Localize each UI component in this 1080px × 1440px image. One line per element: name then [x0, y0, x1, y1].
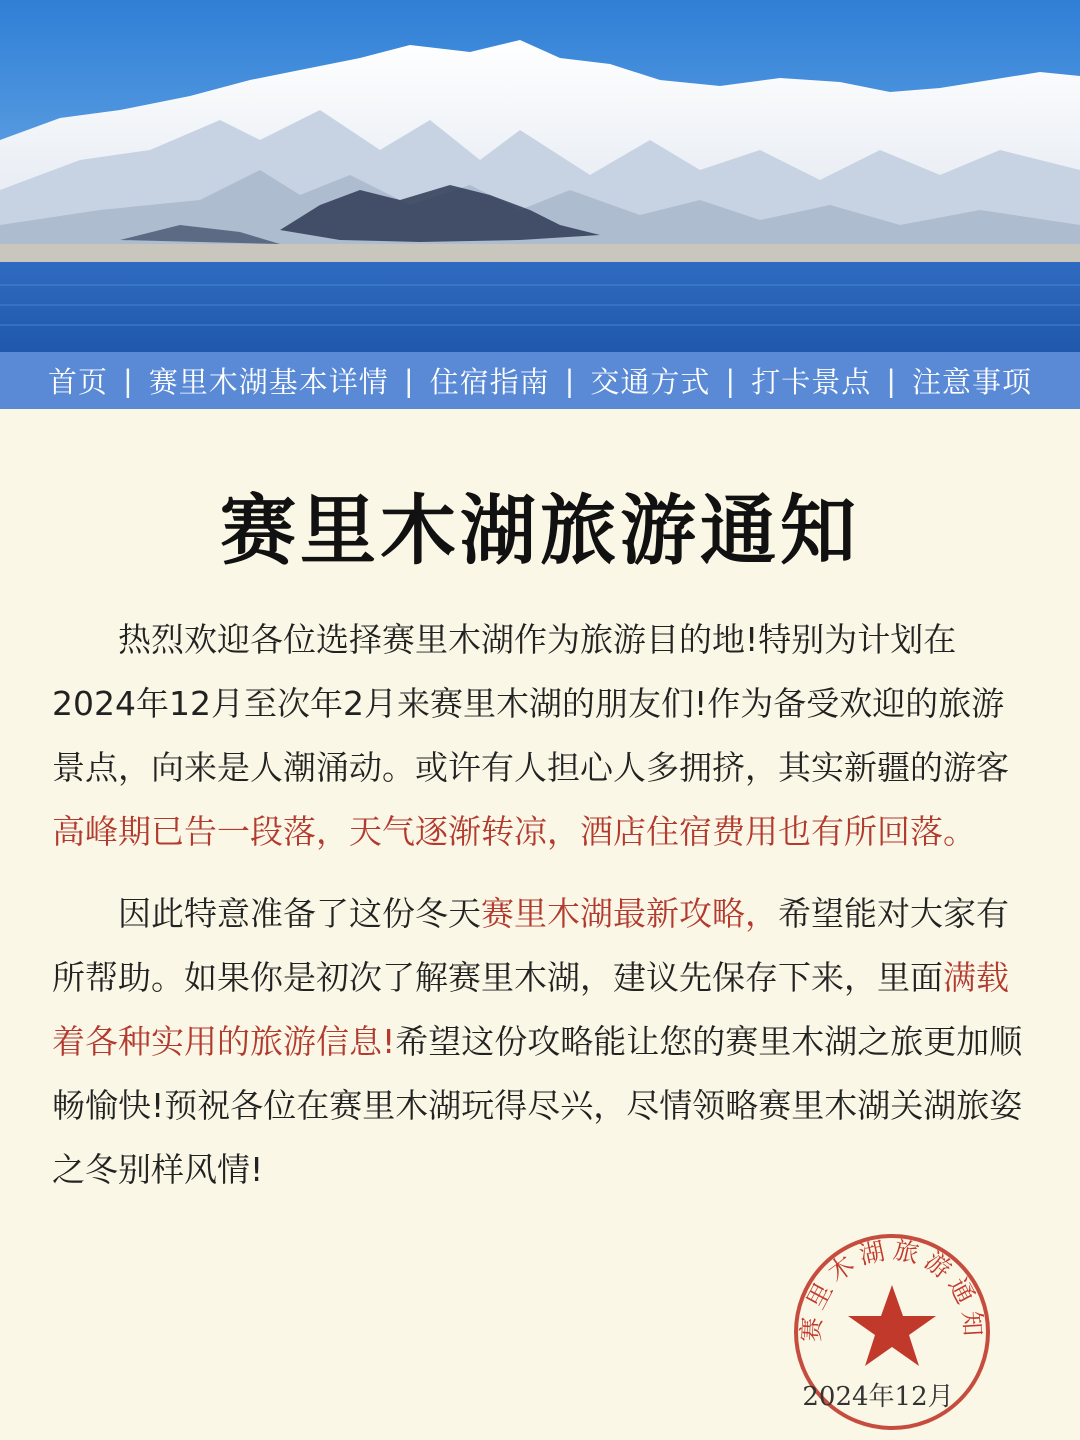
- mountain-lake-image: [0, 0, 1080, 352]
- seal-stamp: [790, 1230, 995, 1435]
- highlight-text: 高峰期已告一段落，天气逐渐转凉，酒店住宿费用也有所回落。: [52, 812, 976, 851]
- paragraph-text: 因此特意准备了这份冬天: [118, 894, 481, 933]
- nav-lake-details[interactable]: 赛里木湖基本详情: [148, 365, 389, 399]
- paragraph-guide: [52, 882, 1032, 1202]
- paragraph-text: 希望这份攻略能让您的赛里木湖之旅更加顺畅愉快!预祝各位在赛里木湖玩得尽兴，尽情领略赛里木湖关湖旅姿之冬别样风情!: [52, 1022, 1023, 1189]
- nav-transport[interactable]: 交通方式: [590, 365, 711, 399]
- paragraph-text: 希望能对大家有所帮助。如果你是初次了解赛里木湖，建议先保存下来，里面: [52, 894, 1009, 997]
- paragraph-text: 热烈欢迎各位选择赛里木湖作为旅游目的地!特别为计划在2024年12月至次年2月来赛里木湖的朋友们!作为备受欢迎的旅游景点，向来是人潮涌动。或许有人担心人多拥挤，其实新疆的游客: [52, 620, 1009, 787]
- nav-separator: |: [725, 363, 737, 398]
- stamp-date: 2024年12月: [802, 1382, 954, 1412]
- highlight-text: 赛里木湖最新攻略，: [481, 894, 778, 933]
- article-body: [52, 608, 1032, 1220]
- star-icon: [848, 1285, 936, 1366]
- nav-attractions[interactable]: 打卡景点: [751, 365, 872, 399]
- paragraph-intro: [52, 608, 1032, 864]
- top-nav: [0, 352, 1080, 409]
- hero-photo: [0, 0, 1080, 352]
- stamp-arc-text: 赛里木湖旅游通知: [796, 1235, 988, 1343]
- nav-notes[interactable]: 注意事项: [911, 365, 1032, 399]
- nav-home[interactable]: 首页: [48, 365, 109, 399]
- nav-separator: |: [886, 363, 897, 398]
- nav-accommodation[interactable]: 住宿指南: [429, 365, 550, 399]
- page-title: 赛里木湖旅游通知: [220, 486, 860, 575]
- nav-separator: |: [564, 363, 576, 398]
- nav-separator: |: [403, 363, 415, 398]
- nav-separator: |: [123, 363, 134, 398]
- highlight-text: 满载着各种实用的旅游信息!: [52, 958, 1009, 1061]
